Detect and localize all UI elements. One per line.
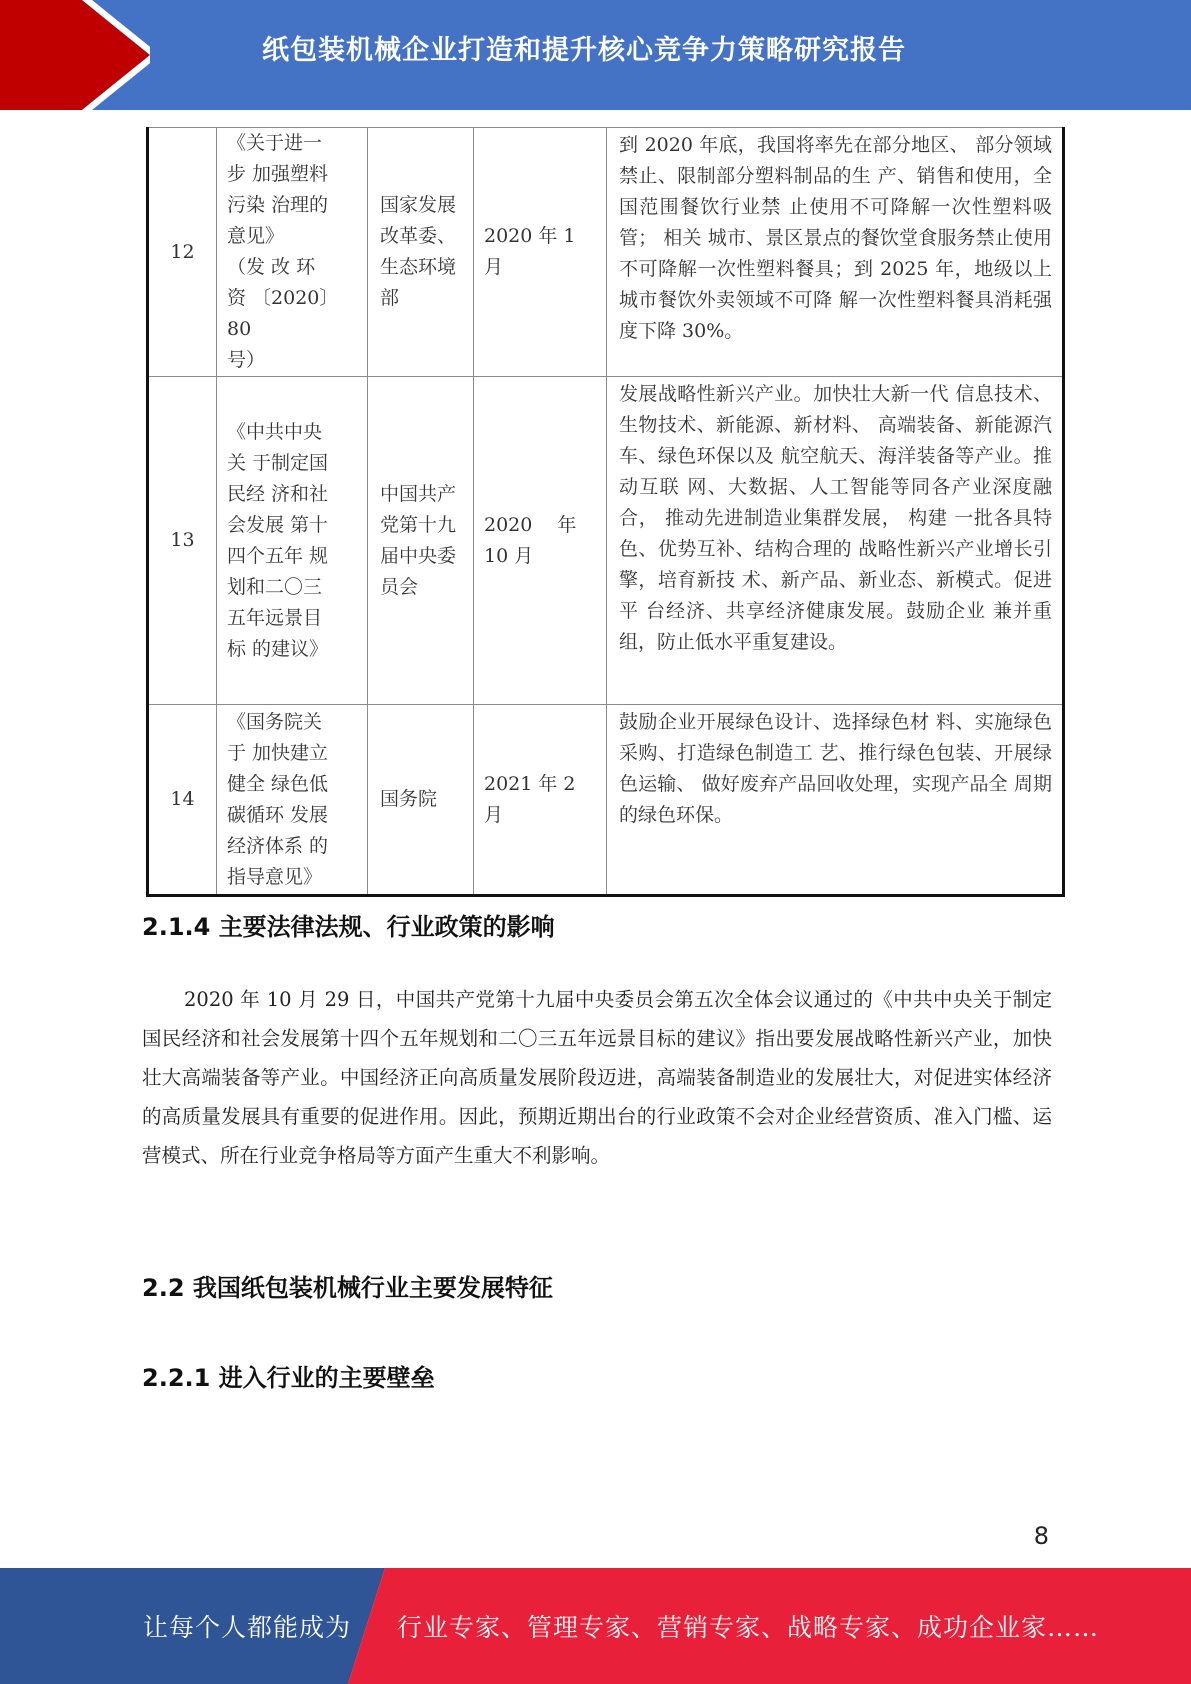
- section-heading-2-1-4: 2.1.4 主要法律法规、行业政策的影响: [142, 913, 555, 941]
- issuer-cell: 国家发展 改革委、 生态环境 部: [368, 128, 474, 377]
- policy-table: [146, 127, 1065, 897]
- footer-slogan-left: 让每个人都能成为: [143, 1613, 352, 1642]
- row-number: 14: [148, 705, 217, 896]
- row-number: 13: [148, 377, 217, 705]
- section-heading-2-2: 2.2 我国纸包装机械行业主要发展特征: [142, 1274, 553, 1302]
- report-title: 纸包装机械企业打造和提升核心竞争力策略研究报告: [262, 35, 906, 66]
- date-cell: 2020 年 10 月: [474, 377, 607, 705]
- content-cell: 发展战略性新兴产业。加快壮大新一代 信息技术、生物技术、新能源、新材料、 高端装备、新能源汽车、绿色环保以及 航空航天、海洋装备等产业。推动互联 网、大数据、人工智能等同各产业深度融合， 推动先进制造业集群发展， 构建 一批各具特色、优势互补、结构合理的 战略性新兴产业增长引擎，培育新技 术、新产品、新业态、新模式。促进平 台经济、共享经济健康发展。鼓励企业 兼并重组，防止低水平重复建设。: [607, 377, 1064, 705]
- policy-document-cell: 《关于进一 步 加强塑料 污染 治理的 意见》 （发 改 环 资 〔2020〕80 号）: [217, 128, 368, 377]
- policy-document-cell: 《国务院关 于 加快建立 健全 绿色低 碳循环 发展 经济体系 的 指导意见》: [217, 705, 368, 896]
- row-number: 12: [148, 128, 217, 377]
- date-cell: 2020 年 1 月: [474, 128, 607, 377]
- table-row: [148, 128, 1064, 377]
- issuer-cell: 中国共产 党第十九 届中央委 员会: [368, 377, 474, 705]
- table-row: [148, 705, 1064, 896]
- page-number: 8: [1033, 1522, 1049, 1550]
- header-arrow-decoration: [0, 0, 150, 110]
- footer-slogan-right: 行业专家、管理专家、营销专家、战略专家、成功企业家……: [397, 1613, 1100, 1642]
- section-heading-2-2-1: 2.2.1 进入行业的主要壁垒: [142, 1364, 435, 1392]
- section-paragraph: 2020 年 10 月 29 日，中国共产党第十九届中央委员会第五次全体会议通过的《中共中央关于制定国民经济和社会发展第十四个五年规划和二〇三五年远景目标的建议》指出要发展战略性新兴产业，加快壮大高端装备等产业。中国经济正向高质量发展阶段迈进，高端装备制造业的发展壮大，对促进实体经济的高质量发展具有重要的促进作用。因此，预期近期出台的行业政策不会对企业经营资质、准入门槛、运营模式、所在行业竞争格局等方面产生重大不利影响。: [142, 988, 1052, 1167]
- content-cell: 鼓励企业开展绿色设计、选择绿色材 料、实施绿色采购、打造绿色制造工 艺、推行绿色包装、开展绿色运输、 做好废弃产品回收处理，实现产品全 周期的绿色环保。: [607, 705, 1064, 896]
- policy-document-cell: 《中共中央 关 于制定国 民经 济和社 会发展 第十 四个五年 规 划和二〇三 五年远景目 标 的建议》: [217, 377, 368, 705]
- page-header: [0, 0, 1191, 110]
- table-row: [148, 377, 1064, 705]
- page-footer: [0, 1568, 1191, 1684]
- date-cell: 2021 年 2 月: [474, 705, 607, 896]
- issuer-cell: 国务院: [368, 705, 474, 896]
- content-cell: 到 2020 年底，我国将率先在部分地区、 部分领域禁止、限制部分塑料制品的生 产、销售和使用，全国范围餐饮行业禁 止使用不可降解一次性塑料吸管； 相关 城市、景区景点的餐饮堂食服务禁止使用不可降解一次性塑料餐具；到 2025 年，地级以上城市餐饮外卖领域不可降 解一次性塑料餐具消耗强度下降 30%。: [607, 128, 1064, 377]
